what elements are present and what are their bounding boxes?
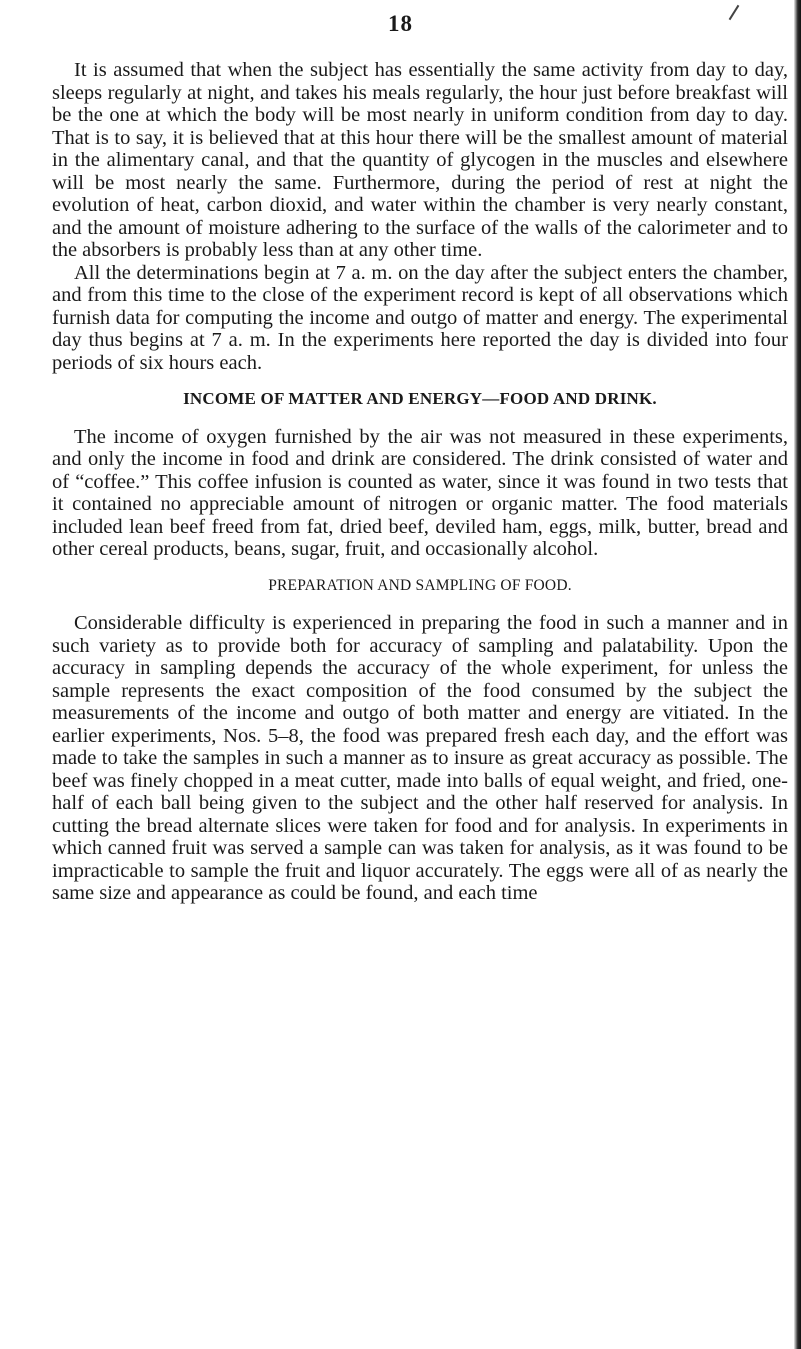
section-heading-preparation: PREPARATION AND SAMPLING OF FOOD.	[268, 576, 572, 594]
paragraph-assumption: It is assumed that when the subject has essentially the same activity from day to day, sleeps regularly at night, and takes his meals regularly, the hour just before breakfast will be the one at which the body will be most nearly in uniform condition from day to day. That is to say, it is believed that at this hour there will be the smallest amount of material in the alimentary canal, and that the quantity of glycogen in the muscles and elsewhere will be most nearly the same. Furthermore, during the period of rest at night the evolution of heat, carbon dioxid, and water within the chamber is very nearly constant, and the amount of moisture adhering to the surface of the walls of the calorimeter and to the absorbers is probably less than at any other time.	[52, 59, 788, 261]
paragraph-income: The income of oxygen furnished by the air was not measured in these experiments, and only the income in food and drink are considered. The drink consisted of water and of “coffee.” This coffee infusion is counted as water, since it was found in two tests that it contained no appreciable amount of nitrogen or organic matter. The food materials included lean beef freed from fat, dried beef, deviled ham, eggs, milk, butter, bread and other cereal products, beans, sugar, fruit, and occasionally alcohol.	[52, 425, 788, 560]
body-text	[52, 59, 788, 905]
section-heading-income: INCOME OF MATTER AND ENERGY—FOOD AND DRINK.	[183, 389, 657, 408]
page-number: 18	[388, 11, 413, 36]
paragraph-preparation: Considerable difficulty is experienced in preparing the food in such a manner and in such variety as to provide both for accuracy of sampling and palatability. Upon the accuracy in sampling depends the accuracy of the whole experiment, for unless the sample represents the exact composition of the food consumed by the subject the measurements of the income and outgo of both matter and energy are vitiated. In the earlier experiments, Nos. 5–8, the food was prepared fresh each day, and the effort was made to take the samples in such a manner as to insure as great accuracy as possible. The beef was finely chopped in a meat cutter, made into balls of equal weight, and fried, one-half of each ball being given to the subject and the other half reserved for analysis. In cutting the bread alternate slices were taken for food and for analysis. In experiments in which canned fruit was served a sample can was taken for analysis, as it was found to be impracticable to sample the fruit and liquor accurately. The eggs were all of as nearly the same size and appearance as could be found, and each time	[52, 612, 788, 904]
paragraph-determinations: All the determinations begin at 7 a. m. on the day after the subject enters the chamber, and from this time to the close of the experiment record is kept of all observations which furnish data for computing the income and outgo of matter and energy. The experimental day thus begins at 7 a. m. In the experiments here reported the day is divided into four periods of six hours each.	[52, 261, 788, 374]
page-edge-shadow	[794, 0, 801, 1349]
